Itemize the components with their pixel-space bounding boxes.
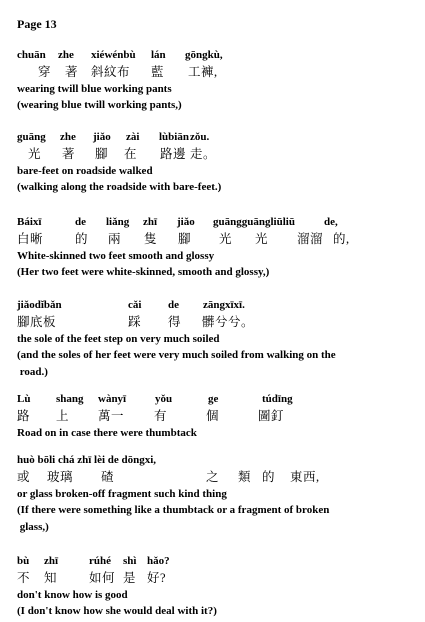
translation-line: (I don't know how she would deal with it?) (17, 605, 217, 618)
gloss-line: wearing twill blue working pants (17, 82, 172, 95)
gloss-line: don't know how is good (17, 588, 128, 601)
translation-line: glass,) (17, 521, 49, 534)
gloss-line: or glass broken-off fragment such kind thing (17, 487, 227, 500)
translation-line: (walking along the roadside with bare-feet.) (17, 181, 222, 194)
translation-line: road.) (17, 366, 48, 379)
translation-line: (wearing blue twill working pants,) (17, 99, 182, 112)
translation-line: (and the soles of her feet were very much soiled from walking on the (17, 349, 336, 362)
gloss-line: White-skinned two feet smooth and glossy (17, 249, 215, 262)
translation-line: (Her two feet were white-skinned, smooth and glossy,) (17, 266, 270, 279)
gloss-line: Road on in case there were thumbtack (17, 426, 197, 439)
translation-line: (If there were something like a thumbtack or a fragment of broken (17, 504, 330, 517)
page-title: Page 13 (17, 17, 57, 31)
document-page: Page 13 chuān zhe xiéwénbù lán gōngkù, 穿 著 斜紋布 藍 工褲, wearing twill blue working pants (wearing blue twill working pants,) guāng zhe jiǎo zài lùbiān zǒu. 光 著 腳 在 路邊 走。 bare-feet on roadside walked (walking along the roadside with bare-feet.) Báixī de liǎng zhī jiǎo guāngguāngliūliū de, 白晰 的 兩 隻 腳 光 光 溜溜 的, White-skinned two feet smooth and glossy (Her two feet were white-skinned, smooth and glossy,) jiǎodǐbǎn cǎi de zāngxīxī. 腳底板 踩 得 髒兮兮。 the sole of the feet step on very much soiled (and the soles of her feet were very much soiled from walking on the road.) Lù shang wànyī yǒu ge túdīng 路 上 萬一 有 個 圖釘 Road on in case there were thumbtack huò bōli chá zhī lèi de dōngxi, 或 玻璃 碴 之 類 的 東西, or glass broken-off fragment such kind thing (If there were something like a thumbtack or a fragment of broken glass,) bù zhī rúhé shì hǎo? 不 知 如何 是 好? don't know how is good (I don't know how she would deal with it?) (17, 17, 350, 618)
gloss-line: the sole of the feet step on very much soiled (17, 332, 220, 345)
gloss-line: bare-feet on roadside walked (17, 164, 153, 177)
